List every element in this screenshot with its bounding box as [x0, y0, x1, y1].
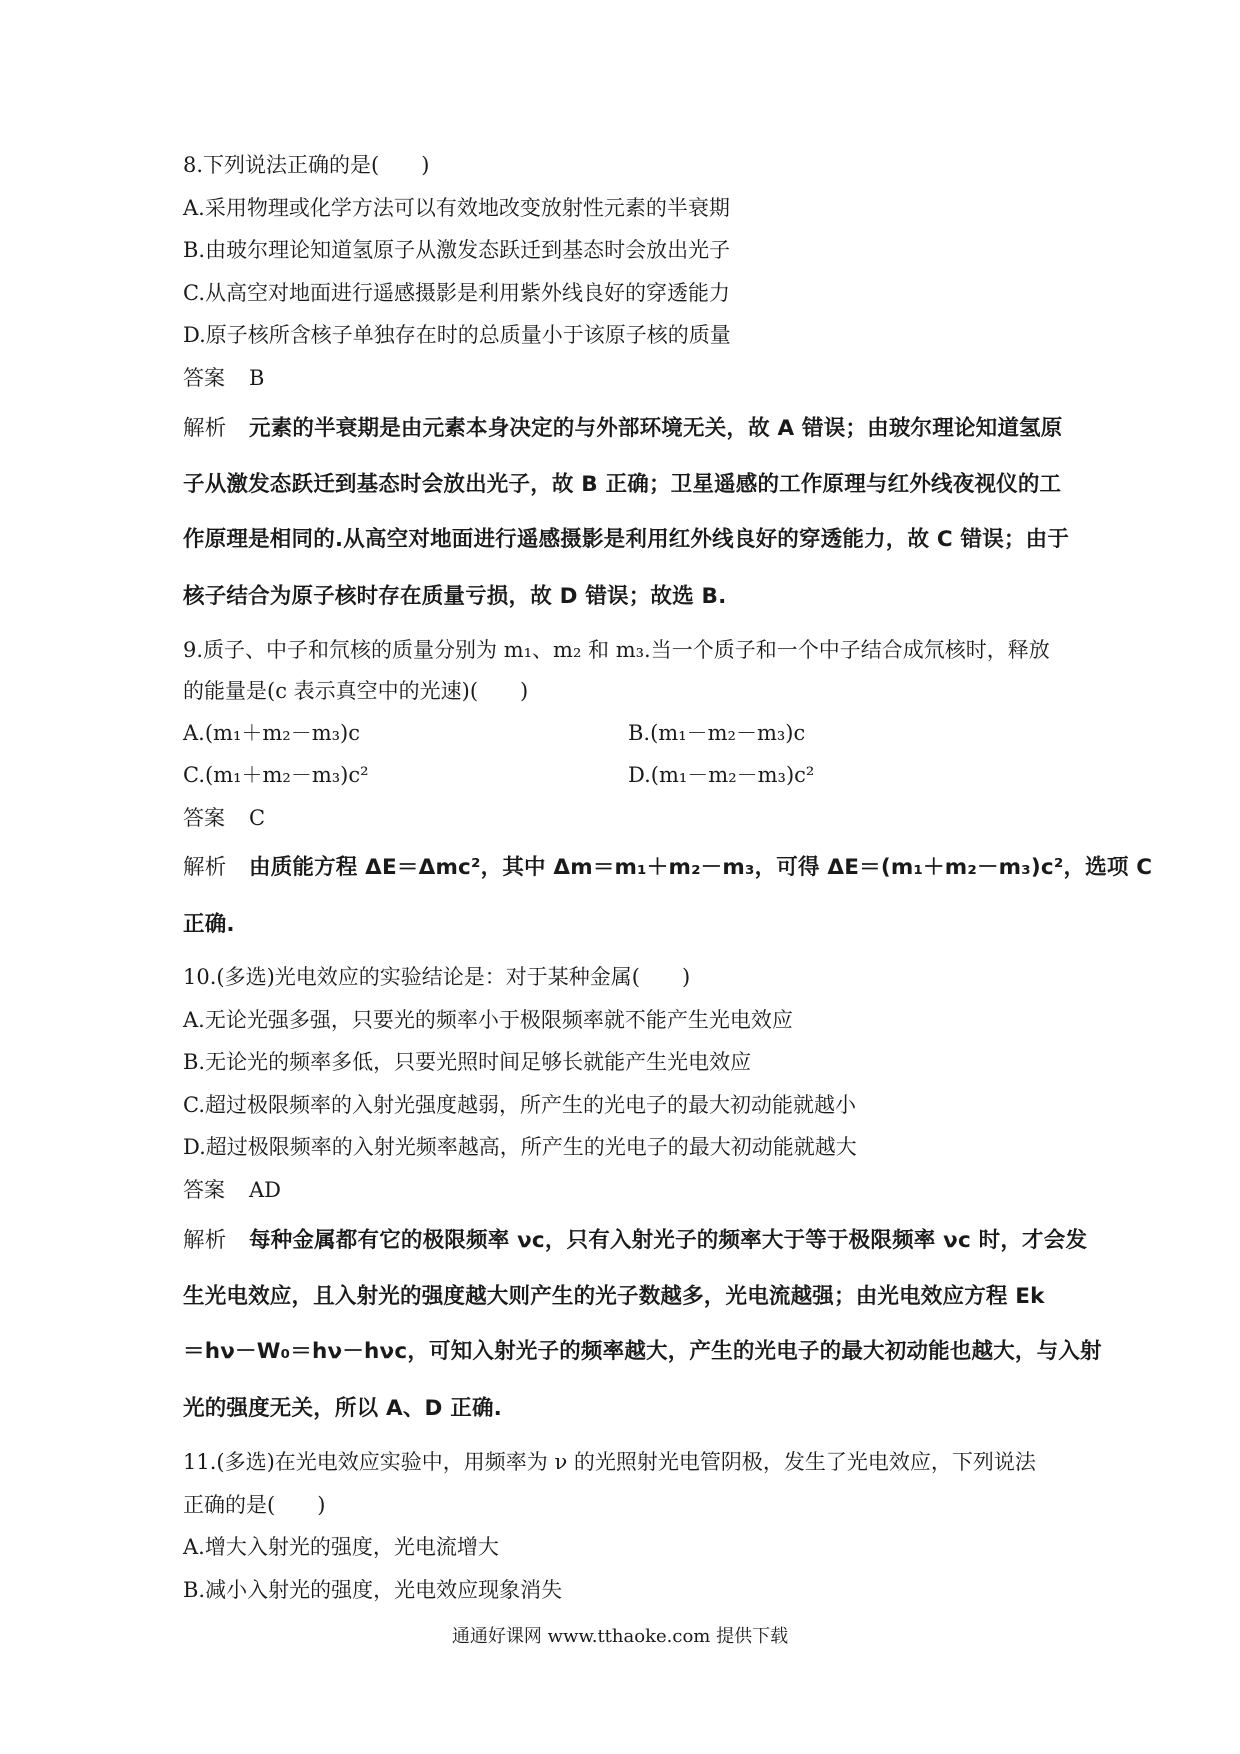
q11-stem-line-2: 正确的是( )	[183, 1493, 326, 1517]
q10-answer	[183, 1175, 281, 1205]
q10-explanation-line-2: 生光电效应，且入射光的强度越大则产生的光子数越多，光电流越强；由光电效应方程 Ek	[183, 1284, 1045, 1309]
q11-stem-line-1: 11.(多选)在光电效应实验中，用频率为 ν 的光照射光电管阴极，发生了光电效应，下列说法	[183, 1450, 1036, 1474]
q8-option-a: A.采用物理或化学方法可以有效地改变放射性元素的半衰期	[183, 196, 730, 220]
q11-option-b: B.减小入射光的强度，光电效应现象消失	[183, 1578, 563, 1602]
answer-label: 答案	[183, 806, 225, 830]
q8-explanation-line-4: 核子结合为原子核时存在质量亏损，故 D 错误；故选 B.	[183, 584, 727, 609]
answer-label: 答案	[183, 1178, 225, 1202]
explain-label: 解析	[183, 416, 227, 441]
q10-option-d: D.超过极限频率的入射光频率越高，所产生的光电子的最大初动能就越大	[183, 1135, 857, 1159]
q10-option-b: B.无论光的频率多低，只要光照时间足够长就能产生光电效应	[183, 1050, 752, 1074]
q9-stem-line-2: 的能量是(c 表示真空中的光速)( )	[183, 679, 529, 703]
q8-option-b: B.由玻尔理论知道氢原子从激发态跃迁到基态时会放出光子	[183, 238, 731, 262]
q8-explanation-line-1	[183, 414, 1062, 444]
q10-explanation-line-4: 光的强度无关，所以 A、D 正确.	[183, 1396, 503, 1421]
q9-stem-line-1: 9.质子、中子和氘核的质量分别为 m₁、m₂ 和 m₃.当一个质子和一个中子结合成氘核时，释放	[183, 638, 1050, 662]
q9-option-b: B.(m₁－m₂－m₃)c	[628, 721, 806, 745]
explain-text: 每种金属都有它的极限频率 νc，只有入射光子的频率大于等于极限频率 νc 时，才会发	[249, 1228, 1088, 1253]
answer-value: AD	[249, 1178, 282, 1202]
explain-text: 由质能方程 ΔE＝Δmc²，其中 Δm＝m₁＋m₂－m₃，可得 ΔE＝(m₁＋m₂－m₃)c²，选项 C	[249, 855, 1153, 880]
page-footer: 通通好课网 www.tthaoke.com 提供下载	[451, 1626, 789, 1647]
q9-answer	[183, 803, 265, 833]
answer-label: 答案	[183, 366, 225, 390]
q9-explanation-line-1	[183, 853, 1152, 883]
explain-text: 元素的半衰期是由元素本身决定的与外部环境无关，故 A 错误；由玻尔理论知道氢原	[249, 416, 1063, 441]
explain-label: 解析	[183, 1228, 227, 1253]
q9-option-c: C.(m₁＋m₂－m₃)c²	[183, 763, 369, 787]
q10-stem: 10.(多选)光电效应的实验结论是：对于某种金属( )	[183, 965, 691, 989]
q8-option-d: D.原子核所含核子单独存在时的总质量小于该原子核的质量	[183, 323, 731, 347]
q10-explanation-line-1	[183, 1226, 1087, 1256]
q8-answer	[183, 363, 264, 393]
q9-explanation-line-2: 正确.	[183, 912, 235, 937]
q9-option-d: D.(m₁－m₂－m₃)c²	[628, 763, 815, 787]
q11-option-a: A.增大入射光的强度，光电流增大	[183, 1535, 499, 1559]
answer-value: C	[249, 806, 266, 830]
q8-explanation-line-2: 子从激发态跃迁到基态时会放出光子，故 B 正确；卫星遥感的工作原理与红外线夜视仪的工	[183, 472, 1062, 497]
q8-option-c: C.从高空对地面进行遥感摄影是利用紫外线良好的穿透能力	[183, 281, 730, 305]
explain-label: 解析	[183, 855, 227, 880]
q8-explanation-line-3: 作原理是相同的.从高空对地面进行遥感摄影是利用红外线良好的穿透能力，故 C 错误；由于	[183, 527, 1070, 552]
q10-explanation-line-3: ＝hν－W₀＝hν－hνc，可知入射光子的频率越大，产生的光电子的最大初动能也越大，与入射	[183, 1339, 1102, 1364]
q8-stem: 8.下列说法正确的是( )	[183, 153, 430, 177]
q9-option-a: A.(m₁＋m₂－m₃)c	[183, 721, 360, 745]
q10-option-a: A.无论光强多强，只要光的频率小于极限频率就不能产生光电效应	[183, 1008, 793, 1032]
answer-value: B	[249, 366, 265, 390]
q10-option-c: C.超过极限频率的入射光强度越弱，所产生的光电子的最大初动能就越小	[183, 1093, 856, 1117]
